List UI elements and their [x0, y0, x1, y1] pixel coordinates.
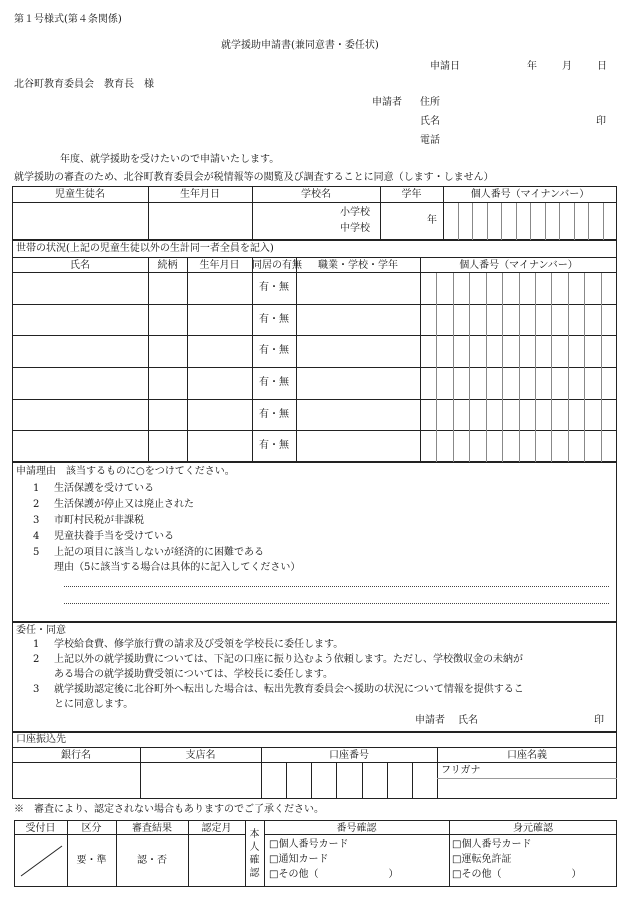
number-check-other[interactable]: □その他（ ）	[269, 869, 399, 880]
account-digit-divider	[286, 763, 287, 799]
consent-text-line: 就学援助認定後に北谷町外へ転出した場合は、転出先教育委員会へ援助の状況について情報を提供するこ	[54, 684, 524, 695]
account-digit-divider	[362, 763, 363, 799]
digit-cell-divider	[487, 203, 488, 240]
household-row-divider	[12, 430, 617, 431]
header-branch: 支店名	[185, 750, 216, 761]
reason-option[interactable]: 児童扶養手当を受けている	[54, 531, 174, 542]
reason-option[interactable]: 生活保護を受けている	[54, 483, 154, 494]
bank-section	[12, 732, 617, 799]
number-check-notice-card[interactable]: □通知カード	[269, 854, 329, 865]
consent-text-line: とに同意します。	[54, 699, 134, 710]
digit-cell-divider	[436, 273, 437, 462]
seal-mark: 印	[596, 116, 606, 127]
household-row-divider	[12, 304, 617, 305]
cohabitation-choice[interactable]: 有・無	[259, 345, 289, 356]
header-member-birthdate: 生年月日	[199, 260, 240, 271]
id-check-drivers-license[interactable]: □運転免許証	[452, 854, 512, 865]
grade-suffix: 年	[427, 215, 437, 226]
addressee: 北谷町教育委員会 教育長 様	[14, 79, 154, 90]
account-digit-divider	[311, 763, 312, 799]
date-year-label: 年	[527, 61, 537, 72]
digit-cell-divider	[501, 203, 502, 240]
consent-applicant-label: 申請者	[415, 715, 445, 726]
elementary-school-label: 小学校	[340, 207, 370, 218]
account-digit-divider	[387, 763, 388, 799]
digit-cell-divider	[559, 203, 560, 240]
reason-number: 3	[33, 515, 40, 526]
consent-text-line: ある場合の就学援助費受領については、学校長に委任します。	[54, 669, 333, 680]
applicant-name-label: 氏名	[420, 116, 440, 127]
intro-year-text: 年度、就学援助を受けたいので申請いたします。	[60, 154, 280, 165]
header-student-name: 児童生徒名	[55, 189, 105, 200]
reason-number: 4	[33, 531, 40, 542]
header-received-date: 受付日	[25, 823, 56, 834]
header-account-holder: 口座名義	[507, 750, 547, 761]
header-cohabitation: 同居の有無	[252, 260, 302, 271]
header-school: 学校名	[301, 189, 331, 200]
digit-cell-divider	[574, 203, 575, 240]
header-birthdate: 生年月日	[180, 189, 220, 200]
digit-cell-divider	[535, 273, 536, 462]
junior-high-label: 中学校	[340, 223, 370, 234]
cohabitation-choice[interactable]: 有・無	[259, 282, 289, 293]
header-occupation: 職業・学校・学年	[318, 260, 398, 271]
consent-title: 委任・同意	[16, 625, 66, 636]
header-my-number: 個人番号（マイナンバー）	[470, 189, 590, 200]
header-review-result: 審査結果	[132, 823, 172, 834]
digit-cell-divider	[469, 273, 470, 462]
consent-number: 3	[33, 684, 40, 695]
tax-consent-text: 就学援助の審査のため、北谷町教育委員会が税情報等の閲覧及び調査することに同意（します・しません）	[14, 172, 494, 183]
form-number: 第１号様式(第４条関係)	[14, 14, 122, 25]
reason-line[interactable]	[64, 603, 609, 604]
header-bank-name: 銀行名	[61, 750, 91, 761]
digit-cell-divider	[472, 203, 473, 240]
digit-cell-divider	[486, 273, 487, 462]
consent-text-line: 学校給食費、修学旅行費の請求及び受領を学校長に委任します。	[54, 639, 344, 650]
date-month-label: 月	[562, 61, 572, 72]
digit-cell-divider	[519, 273, 520, 462]
header-member-my-number: 個人番号（マイナンバー）	[459, 260, 578, 271]
header-account-number: 口座番号	[329, 750, 369, 761]
reason-number: 1	[33, 483, 40, 494]
identity-check-char: 確	[249, 855, 260, 866]
digit-cell-divider	[516, 203, 517, 240]
header-category: 区分	[81, 823, 102, 834]
household-row-divider	[12, 399, 617, 400]
digit-cell-divider	[458, 203, 459, 240]
identity-check-char: 認	[249, 868, 260, 879]
consent-seal-mark: 印	[594, 715, 604, 726]
id-check-other[interactable]: □その他（ ）	[452, 869, 582, 880]
digit-cell-divider	[568, 273, 569, 462]
diagonal-slash	[18, 840, 64, 882]
furigana-label: フリガナ	[441, 765, 481, 776]
reason-line[interactable]	[64, 586, 609, 587]
household-row-divider	[12, 367, 617, 368]
reason-option[interactable]: 生活保護が停止又は廃止された	[54, 499, 194, 510]
account-digit-divider	[412, 763, 413, 799]
account-digit-divider	[336, 763, 337, 799]
cohabitation-choice[interactable]: 有・無	[259, 314, 289, 325]
consent-number: 1	[33, 639, 40, 650]
household-row-divider	[12, 335, 617, 336]
digit-cell-divider	[530, 203, 531, 240]
result-value: 認・否	[137, 855, 167, 866]
consent-name-label: 氏名	[458, 715, 478, 726]
id-check-title: 身元確認	[513, 823, 553, 834]
bank-title: 口座振込先	[16, 734, 66, 745]
application-date-label: 申請日	[430, 61, 460, 72]
reason-number: 2	[33, 499, 40, 510]
cohabitation-choice[interactable]: 有・無	[259, 377, 289, 388]
digit-cell-divider	[601, 273, 602, 462]
number-check-mynumber-card[interactable]: □個人番号カード	[269, 839, 349, 850]
applicant-address-label: 住所	[420, 97, 440, 108]
digit-cell-divider	[453, 273, 454, 462]
household-table	[12, 240, 617, 462]
reason-number: 5	[33, 547, 40, 558]
identity-check-char: 人	[249, 842, 260, 853]
cohabitation-choice[interactable]: 有・無	[259, 440, 289, 451]
review-note: ※ 審査により、認定されない場合もありますのでご了承ください。	[14, 804, 324, 815]
header-member-name: 氏名	[70, 260, 90, 271]
household-title: 世帯の状況(上記の児童生徒以外の生計同一者全員を記入)	[16, 243, 274, 254]
consent-number: 2	[33, 654, 40, 665]
number-check-title: 番号確認	[336, 823, 377, 834]
reason-title: 申請理由 該当するものに○をつけてください。	[16, 466, 235, 477]
digit-cell-divider	[545, 203, 546, 240]
date-day-label: 日	[597, 61, 607, 72]
digit-cell-divider	[603, 203, 604, 240]
digit-cell-divider	[584, 273, 585, 462]
header-approval-month: 認定月	[201, 823, 232, 834]
cohabitation-choice[interactable]: 有・無	[259, 409, 289, 420]
id-check-mynumber-card[interactable]: □個人番号カード	[452, 839, 532, 850]
category-value: 要・準	[76, 855, 107, 866]
reason-detail-label: 理由（5に該当する場合は具体的に記入してください）	[54, 562, 301, 573]
digit-cell-divider	[551, 273, 552, 462]
reason-option[interactable]: 市町村民税が非課税	[54, 515, 144, 526]
header-grade: 学年	[401, 189, 422, 200]
applicant-phone-label: 電話	[420, 135, 440, 146]
reason-option[interactable]: 上記の項目に該当しないが経済的に困難である	[54, 547, 264, 558]
form-title: 就学援助申請書(兼同意書・委任状)	[221, 40, 379, 51]
applicant-label: 申請者	[372, 97, 402, 108]
digit-cell-divider	[502, 273, 503, 462]
digit-cell-divider	[588, 203, 589, 240]
consent-text-line: 上記以外の就学援助費については、下記の口座に振り込むよう依頼します。ただし、学校徴収金の未納が	[54, 654, 523, 665]
identity-check-char: 本	[249, 829, 260, 840]
header-relation: 続柄	[157, 260, 178, 271]
